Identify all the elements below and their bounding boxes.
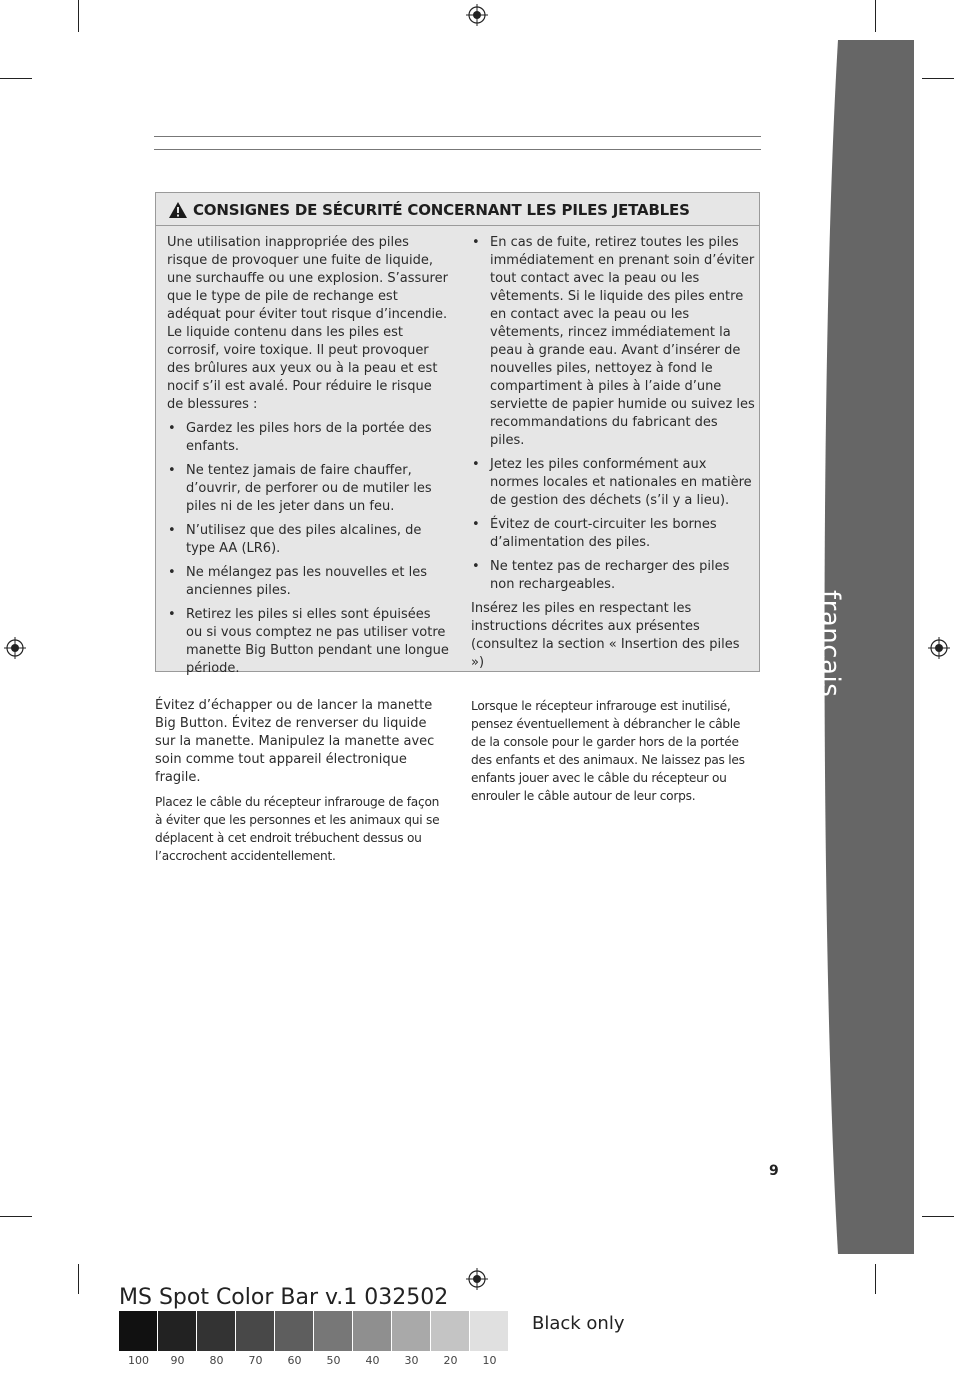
swatch-label: 50 <box>326 1354 341 1367</box>
registration-mark-icon <box>466 1268 488 1290</box>
swatch-label: 30 <box>404 1354 419 1367</box>
color-bar-labels <box>119 1354 509 1367</box>
warning-right-column <box>471 234 755 678</box>
body-paragraph: Évitez d’échapper ou de lancer la manette Big Button. Évitez de renverser du liquide sur la manette. Manipulez la manette avec soin comme tout appareil électronique fragile. <box>155 698 435 785</box>
swatch-label: 40 <box>365 1354 380 1367</box>
swatch-label: 90 <box>170 1354 185 1367</box>
crop-mark <box>875 0 876 32</box>
color-bar-note: Black only <box>532 1313 625 1334</box>
body-paragraph: Placez le câble du récepteur infrarouge de façon à éviter que les personnes et les animaux qui se déplacent à cet endroit trébuchent dessus ou l’accrochent accidentellement. <box>155 795 440 863</box>
color-bar-title: MS Spot Color Bar v.1 032502 <box>119 1285 449 1310</box>
list-item: • N’utilisez que des piles alcalines, de type AA (LR6). <box>168 523 422 556</box>
list-item: • Jetez les piles conformément aux normes locales et nationales en matière de gestion des déchets (s’il y a lieu). <box>472 457 752 508</box>
warning-left-list <box>167 420 449 678</box>
list-item: • En cas de fuite, retirez toutes les piles immédiatement en prenant soin d’éviter tout contact avec la peau ou les vêtements. Si le liquide des piles entre en contact avec la peau ou les vêtements, rincez immédiatement la peau à grande eau. Avant d’insérer de nouvelles piles, nettoyez à fond le compartiment à piles à l’aide d’une serviette de papier humide ou suivez les recommandations du fabricant des piles. <box>472 235 755 448</box>
warning-left-column <box>167 234 449 684</box>
crop-mark <box>922 1216 954 1217</box>
swatch-label: 10 <box>482 1354 497 1367</box>
warning-right-list <box>471 234 755 594</box>
color-swatch <box>236 1311 274 1351</box>
color-swatch <box>431 1311 469 1351</box>
swatch-label: 70 <box>248 1354 263 1367</box>
warning-title: CONSIGNES DE SÉCURITÉ CONCERNANT LES PILES JETABLES <box>193 201 690 219</box>
color-swatch <box>314 1311 352 1351</box>
body-left-column <box>155 697 445 871</box>
page-number: 9 <box>769 1163 779 1179</box>
warning-intro: Une utilisation inappropriée des piles risque de provoquer une fuite de liquide, une surchauffe ou une explosion. S’assurer que le type de pile de rechange est adéquat pour éviter tout risque d’incendie. Le liquide contenu dans les piles est corrosif, voire toxique. Il peut provoquer des brûlures aux yeux ou à la peau et est nocif s’il est avalé. Pour réduire le risque de blessures : <box>167 235 448 412</box>
body-right-column <box>471 697 751 811</box>
color-swatch <box>275 1311 313 1351</box>
registration-mark-icon <box>928 637 950 659</box>
battery-safety-box <box>155 192 760 676</box>
warning-outro: Insérez les piles en respectant les instructions décrites aux présentes (consultez la section « Insertion des piles ») <box>471 601 740 670</box>
list-item: • Retirez les piles si elles sont épuisées ou si vous comptez ne pas utiliser votre manette Big Button pendant une longue période. <box>168 607 449 676</box>
color-swatch <box>353 1311 391 1351</box>
swatch-label: 20 <box>443 1354 458 1367</box>
list-item: • Ne mélangez pas les nouvelles et les anciennes piles. <box>168 565 428 598</box>
header-rule <box>154 149 761 150</box>
swatch-label: 80 <box>209 1354 224 1367</box>
crop-mark <box>875 1264 876 1294</box>
crop-mark <box>78 0 79 32</box>
warning-icon <box>168 201 188 219</box>
body-paragraph: Lorsque le récepteur infrarouge est inutilisé, pensez éventuellement à débrancher le câble de la console pour le garder hors de la portée des enfants et des animaux. Ne laissez pas les enfants jouer avec le câble du récepteur ou enrouler le câble autour de leur corps. <box>471 699 745 803</box>
list-item: • Gardez les piles hors de la portée des enfants. <box>168 421 432 454</box>
swatch-label: 100 <box>128 1354 149 1367</box>
crop-mark <box>78 1264 79 1294</box>
swatch-label: 60 <box>287 1354 302 1367</box>
color-swatch <box>392 1311 430 1351</box>
color-swatch <box>470 1311 508 1351</box>
list-item: • Ne tentez jamais de faire chauffer, d’ouvrir, de perforer ou de mutiler les piles ni de les jeter dans un feu. <box>168 463 432 514</box>
language-tab-label: français <box>815 590 845 698</box>
list-item: • Évitez de court-circuiter les bornes d’alimentation des piles. <box>472 517 717 550</box>
header-rule <box>154 136 761 137</box>
list-item: • Ne tentez pas de recharger des piles non rechargeables. <box>472 559 730 592</box>
color-bar-swatches <box>119 1311 509 1351</box>
color-swatch <box>119 1311 157 1351</box>
crop-mark <box>0 78 32 79</box>
color-swatch <box>197 1311 235 1351</box>
warning-header <box>156 193 759 226</box>
registration-mark-icon <box>4 637 26 659</box>
crop-mark <box>0 1216 32 1217</box>
registration-mark-icon <box>466 4 488 26</box>
color-swatch <box>158 1311 196 1351</box>
crop-mark <box>922 78 954 79</box>
